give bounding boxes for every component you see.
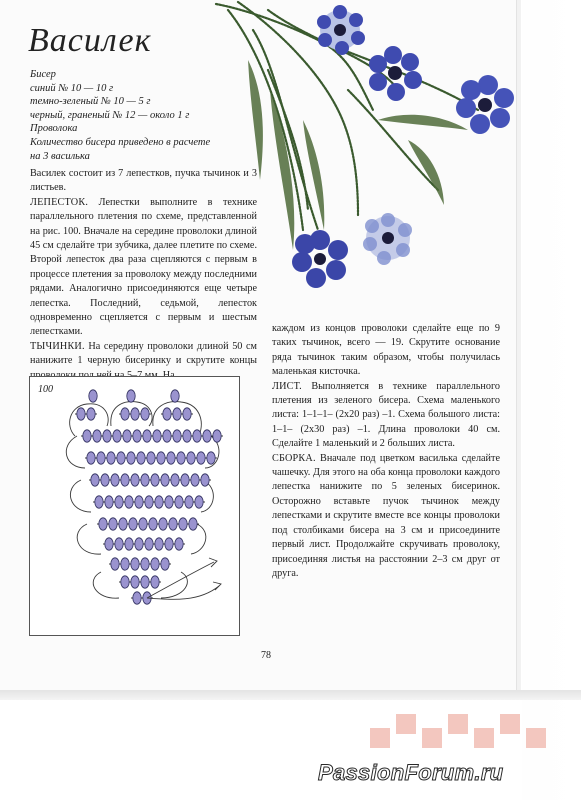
bead [119,518,127,530]
assembly-text: Вначале под цветком василька сделайте чашечку. Для этого на оба конца проволоки каждого лепестка нанижите по 5 зеленых бисеринок. Осторожно вставьте пучок тычинок между лепестками и скрутите вместе все концы проволоки под столбиками бисера на 3 см и присоедините первый лист. Продолжайте скручивать проволоку, присоединяя листья на расстоянии 2–3 см друг от друга. [272,452,500,579]
bead [97,452,105,464]
bead [87,408,95,420]
bead [169,518,177,530]
materials-line: темно-зеленый № 10 — 5 г [30,96,151,108]
bead [181,474,189,486]
bead [141,474,149,486]
bead [167,452,175,464]
scan-margin [521,0,581,800]
flower-head [292,230,348,288]
assembly-section [272,452,500,582]
scan-bottom-edge [0,690,581,700]
wire-loop [93,572,119,598]
bead [183,408,191,420]
bead [141,576,149,588]
bead [155,496,163,508]
bead [117,452,125,464]
bead [91,474,99,486]
bead [107,452,115,464]
bead [171,474,179,486]
petal-section [30,196,257,340]
bead [133,592,141,604]
bead [195,496,203,508]
right-column [272,322,500,581]
bead [87,452,95,464]
bead [163,408,171,420]
bead [105,538,113,550]
wire-loop [70,480,91,512]
bead [131,558,139,570]
bead [157,452,165,464]
bead [197,452,205,464]
bead [173,430,181,442]
bead [161,558,169,570]
leaf-heading: ЛИСТ. [272,380,302,392]
bead [145,496,153,508]
figure-number: 100 [38,384,53,395]
bead [191,474,199,486]
bead [143,430,151,442]
stamen-text: На середину проволоки длиной 50 см нанижите 1 черную бисеринку и скрутите концы [30,340,257,367]
wire-loop [161,572,187,598]
bead [137,452,145,464]
bead [115,496,123,508]
bead [125,496,133,508]
bead [145,538,153,550]
flower-head [317,5,365,55]
bead [175,496,183,508]
bead [115,538,123,550]
bead [165,538,173,550]
bead [99,518,107,530]
bead [153,430,161,442]
bead [159,518,167,530]
bead [151,558,159,570]
page-title: Василек [28,22,152,59]
watermark-text: PassionForum.ru [318,760,504,785]
bead [127,390,135,402]
petal-heading: ЛЕПЕСТОК. [30,196,89,208]
bead [121,558,129,570]
bead [177,452,185,464]
bead [127,452,135,464]
bead [141,558,149,570]
bead [185,496,193,508]
bead [129,518,137,530]
stamen-continued: каждом из концов проволоки сделайте еще по 9 таких тычинок, всего — 19. Скрутите основание ряда тычинок таким образом, чтобы получилась маленькая кисточка. [272,323,500,378]
bead [121,576,129,588]
bead [147,452,155,464]
materials-line: черный, граненый № 12 — около 1 г [30,109,190,121]
bead [121,408,129,420]
page-number: 78 [261,650,271,661]
leaf-section [272,380,500,452]
bead [121,474,129,486]
bead [213,430,221,442]
bead [135,496,143,508]
materials-line: синий № 10 — 10 г [30,82,114,94]
materials-line: Количество бисера приведено в расчете [30,136,211,148]
left-column [30,167,257,383]
bead [203,430,211,442]
bead [111,558,119,570]
arrow-icon [213,582,221,590]
wire-loop [77,524,101,554]
wire-end [147,586,219,599]
bead [139,518,147,530]
bead [89,390,97,402]
bead [193,430,201,442]
bead [189,518,197,530]
bead [131,408,139,420]
bead [173,408,181,420]
bead [133,430,141,442]
wire-loop [66,436,85,468]
materials-line: Бисер [30,69,56,80]
materials-line: Проволока [30,123,78,135]
materials-line: на 3 василька [30,150,90,162]
bead [171,390,179,402]
materials-list [30,68,210,163]
bead [101,474,109,486]
stamen-heading: ТЫЧИНКИ. [30,340,85,352]
petal-weaving-diagram [29,376,239,634]
bead [187,452,195,464]
bead [93,430,101,442]
bead [131,576,139,588]
bead [161,474,169,486]
bead [105,496,113,508]
bead [155,538,163,550]
bead [165,496,173,508]
bead [125,538,133,550]
bead [175,538,183,550]
bead [111,474,119,486]
bead [207,452,215,464]
bead [135,538,143,550]
intro-paragraph: Василек состоит из 7 лепестков, пучка тычинок и 3 листьев. [30,168,257,194]
bead [149,518,157,530]
bead [151,474,159,486]
flower-head [363,213,412,265]
bead [141,408,149,420]
bead [109,518,117,530]
bead [201,474,209,486]
flower-head [456,75,514,134]
leaf-text: Выполняется в технике параллельного плетения из зеленого бисера. Схема маленького листа: 1–1–1– (2х20 раз) –1. Схема большого листа: 1–1– (2х30 раз) –1. Длина проволоки 40 см. Сделайте 1 маленький и 2 больших листа. [272,380,500,450]
bead [131,474,139,486]
bead [95,496,103,508]
bead [183,430,191,442]
assembly-heading: СБОРКА. [272,452,316,464]
bead [83,430,91,442]
bead [179,518,187,530]
bead [123,430,131,442]
flower-head [369,46,422,101]
bead [103,430,111,442]
bead [77,408,85,420]
bead [163,430,171,442]
bead [113,430,121,442]
petal-text: Лепестки выполните в технике параллельного плетения по схеме, представленной на рис. 100. Вначале на середине проволоки длиной 45 см сделайте три зубчика, далее плетите по схеме. Второй лепесток два раза сцепляются с первым в процессе плетения за проволоку между последними рядами. Аналогично присоединяются еще четыре лепестка. Последний, седьмой, лепесток одновременно сцепляется с первым и шестым лепестками. [30,196,257,338]
bead [151,576,159,588]
